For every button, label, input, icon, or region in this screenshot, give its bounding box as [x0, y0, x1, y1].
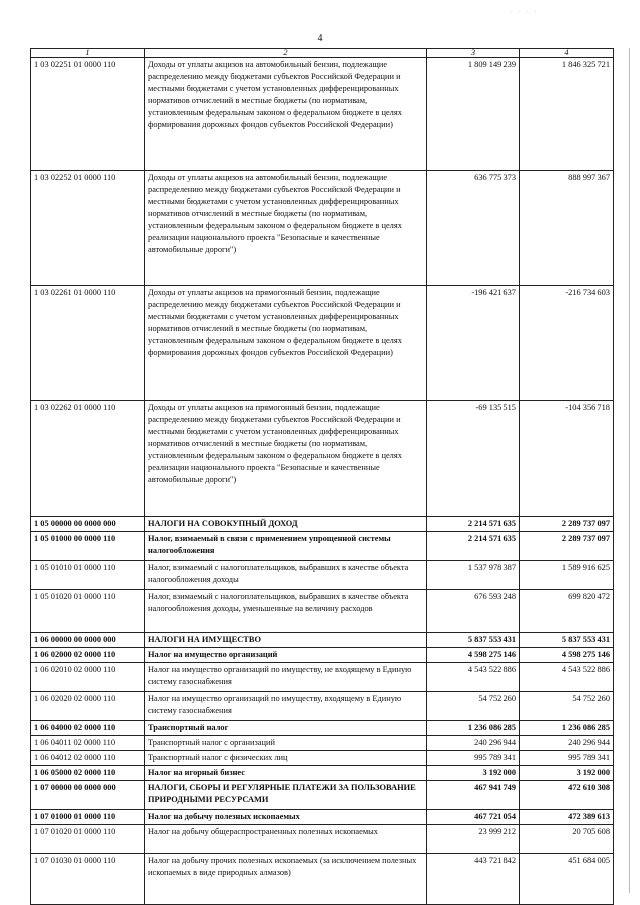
row-value-year2: 451 684 005 [520, 854, 614, 905]
row-code: 1 03 02262 01 0000 110 [31, 401, 145, 517]
row-description: Налог на добычу полезных ископаемых [145, 810, 427, 825]
row-description: Налог, взимаемый в связи с применением упрощенной системы налогообложения [145, 532, 427, 561]
row-value-year1: 54 752 260 [427, 692, 520, 721]
row-value-year1: -196 421 637 [427, 286, 520, 401]
row-value-year2: 888 997 367 [520, 171, 614, 286]
row-value-year2: 20 705 608 [520, 825, 614, 854]
row-value-year2: 5 837 553 431 [520, 633, 614, 648]
table-row [31, 561, 614, 590]
row-code: 1 07 01030 01 0000 110 [31, 854, 145, 905]
row-code: 1 06 05000 02 0000 110 [31, 766, 145, 781]
row-code: 1 05 01010 01 0000 110 [31, 561, 145, 590]
table-row [31, 286, 614, 401]
row-code: 1 06 02020 02 0000 110 [31, 692, 145, 721]
row-value-year1: 2 214 571 635 [427, 517, 520, 532]
column-header: 4 [520, 49, 614, 58]
row-code: 1 03 02261 01 0000 110 [31, 286, 145, 401]
row-code: 1 07 01000 01 0000 110 [31, 810, 145, 825]
row-description: Транспортный налог [145, 721, 427, 736]
row-description: Транспортный налог с организаций [145, 736, 427, 751]
row-value-year1: 3 192 000 [427, 766, 520, 781]
row-code: 1 07 00000 00 0000 000 [31, 781, 145, 810]
table-row [31, 590, 614, 633]
row-value-year2: 1 589 916 625 [520, 561, 614, 590]
table-row [31, 648, 614, 663]
row-description: НАЛОГИ НА СОВОКУПНЫЙ ДОХОД [145, 517, 427, 532]
row-value-year2: 1 846 325 721 [520, 58, 614, 171]
column-header: 1 [31, 49, 145, 58]
row-value-year2: -104 356 718 [520, 401, 614, 517]
row-value-year1: 240 296 944 [427, 736, 520, 751]
row-value-year2: 472 389 613 [520, 810, 614, 825]
table-row [31, 171, 614, 286]
row-value-year1: 1 537 978 387 [427, 561, 520, 590]
table-row [31, 633, 614, 648]
table-row [31, 766, 614, 781]
row-description: Налог на имущество организаций по имуществу, входящему в Единую систему газоснабжения [145, 692, 427, 721]
table-row [31, 810, 614, 825]
table-row [31, 781, 614, 810]
row-description: Налог на добычу прочих полезных ископаемых (за исключением полезных ископаемых в виде природных алмазов) [145, 854, 427, 905]
row-description: Доходы от уплаты акцизов на автомобильный бензин, подлежащие распределению между бюджетами субъектов Российской Федерации и местными бюджетами с учетом установленных дифференцированных нормативов отчислений в местные бюджеты (по нормативам, установленным федеральным законом о федеральном бюджете в целях реализации национального проекта "Безопасные и качественные автомобильные дороги") [145, 171, 427, 286]
row-code: 1 06 04000 02 0000 110 [31, 721, 145, 736]
row-value-year1: 4 543 522 886 [427, 663, 520, 692]
row-code: 1 05 01000 00 0000 110 [31, 532, 145, 561]
column-header: 3 [427, 49, 520, 58]
row-value-year1: 995 789 341 [427, 751, 520, 766]
table-row [31, 854, 614, 905]
row-value-year2: 699 820 472 [520, 590, 614, 633]
table-row [31, 721, 614, 736]
row-code: 1 03 02251 01 0000 110 [31, 58, 145, 171]
row-value-year2: 2 289 737 097 [520, 517, 614, 532]
row-code: 1 05 00000 00 0000 000 [31, 517, 145, 532]
row-description: Доходы от уплаты акцизов на автомобильный бензин, подлежащие распределению между бюджетами субъектов Российской Федерации и местными бюджетами с учетом установленных дифференцированных нормативов отчислений в местные бюджеты (по нормативам, установленным федеральным законом о федеральном бюджете в целях формирования дорожных фондов субъектов Российской Федерации) [145, 58, 427, 171]
row-value-year2: 3 192 000 [520, 766, 614, 781]
row-code: 1 03 02252 01 0000 110 [31, 171, 145, 286]
table-row [31, 736, 614, 751]
table-row [31, 825, 614, 854]
table-row [31, 751, 614, 766]
row-value-year2: 4 598 275 146 [520, 648, 614, 663]
row-description: НАЛОГИ НА ИМУЩЕСТВО [145, 633, 427, 648]
page-number: 4 [317, 33, 323, 44]
row-description: Налог на имущество организаций по имуществу, не входящему в Единую систему газоснабжения [145, 663, 427, 692]
row-code: 1 06 02010 02 0000 110 [31, 663, 145, 692]
row-description: Налог на имущество организаций [145, 648, 427, 663]
row-value-year1: 443 721 842 [427, 854, 520, 905]
scan-edge-line [629, 48, 630, 893]
row-value-year2: -216 734 603 [520, 286, 614, 401]
row-code: 1 06 04012 02 0000 110 [31, 751, 145, 766]
row-description: Транспортный налог с физических лиц [145, 751, 427, 766]
row-value-year2: 2 289 737 097 [520, 532, 614, 561]
row-code: 1 06 00000 00 0000 000 [31, 633, 145, 648]
row-description: Налог, взимаемый с налогоплательщиков, выбравших в качестве объекта налогообложения доходы [145, 561, 427, 590]
row-code: 1 07 01020 01 0000 110 [31, 825, 145, 854]
row-value-year2: 54 752 260 [520, 692, 614, 721]
row-value-year1: -69 135 515 [427, 401, 520, 517]
row-description: Налог на добычу общераспространенных полезных ископаемых [145, 825, 427, 854]
row-value-year1: 467 941 749 [427, 781, 520, 810]
revenue-table [30, 48, 614, 905]
table-row [31, 401, 614, 517]
row-value-year1: 467 721 054 [427, 810, 520, 825]
row-description: Налог, взимаемый с налогоплательщиков, выбравших в качестве объекта налогообложения доходы, уменьшенные на величину расходов [145, 590, 427, 633]
table-row [31, 58, 614, 171]
row-description: НАЛОГИ, СБОРЫ И РЕГУЛЯРНЫЕ ПЛАТЕЖИ ЗА ПОЛЬЗОВАНИЕ ПРИРОДНЫМИ РЕСУРСАМИ [145, 781, 427, 810]
row-value-year1: 2 214 571 635 [427, 532, 520, 561]
column-header: 2 [145, 49, 427, 58]
row-value-year1: 1 809 149 239 [427, 58, 520, 171]
row-description: Доходы от уплаты акцизов на прямогонный бензин, подлежащие распределению между бюджетами субъектов Российской Федерации и местными бюджетами с учетом установленных дифференцированных нормативов отчислений в местные бюджеты (по нормативам, установленным федеральным законом о федеральном бюджете в целях формирования дорожных фондов субъектов Российской Федерации) [145, 286, 427, 401]
row-description: Налог на игорный бизнес [145, 766, 427, 781]
row-code: 1 05 01020 01 0000 110 [31, 590, 145, 633]
row-description: Доходы от уплаты акцизов на прямогонный бензин, подлежащие распределению между бюджетами субъектов Российской Федерации и местными бюджетами с учетом установленных дифференцированных нормативов отчислений в местные бюджеты (по нормативам, установленным федеральным законом о федеральном бюджете в целях реализации национального проекта "Безопасные и качественные автомобильные дороги") [145, 401, 427, 517]
column-header-row [31, 49, 614, 58]
scan-mark: · · · · [510, 8, 539, 16]
row-code: 1 06 04011 02 0000 110 [31, 736, 145, 751]
row-value-year2: 1 236 086 285 [520, 721, 614, 736]
row-value-year1: 676 593 248 [427, 590, 520, 633]
row-value-year1: 23 999 212 [427, 825, 520, 854]
table-row [31, 692, 614, 721]
row-value-year2: 995 789 341 [520, 751, 614, 766]
table-row [31, 532, 614, 561]
row-value-year2: 472 610 308 [520, 781, 614, 810]
row-value-year2: 4 543 522 886 [520, 663, 614, 692]
row-value-year1: 5 837 553 431 [427, 633, 520, 648]
row-value-year1: 636 775 373 [427, 171, 520, 286]
table-row [31, 663, 614, 692]
row-value-year1: 1 236 086 285 [427, 721, 520, 736]
table-row [31, 517, 614, 532]
row-value-year1: 4 598 275 146 [427, 648, 520, 663]
row-value-year2: 240 296 944 [520, 736, 614, 751]
row-code: 1 06 02000 02 0000 110 [31, 648, 145, 663]
